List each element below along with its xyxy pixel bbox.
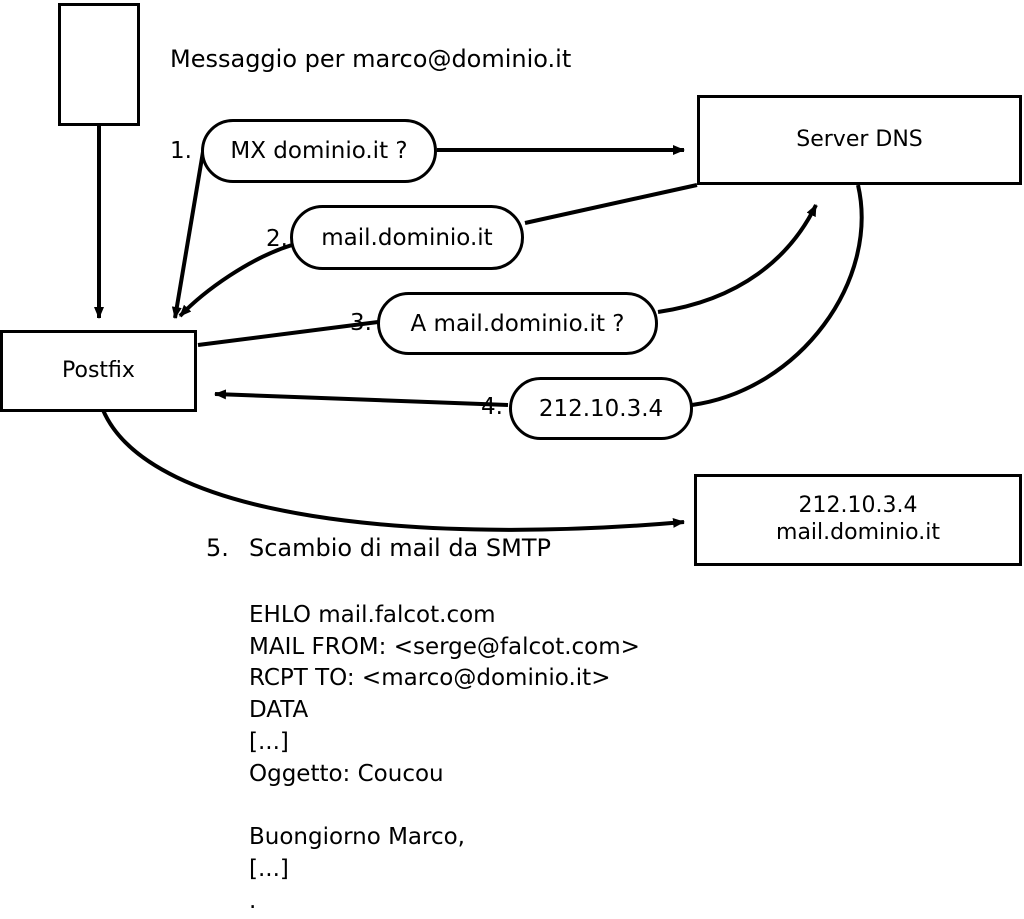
step-4-label: 212.10.3.4 — [538, 395, 664, 422]
step-4-number: 4. — [481, 394, 503, 420]
step-3-bubble — [377, 292, 658, 355]
postfix-label: Postfix — [62, 357, 135, 383]
dns-server-node — [697, 95, 1022, 185]
step-1-label: MX dominio.it ? — [230, 138, 408, 164]
mail-server-ip: 212.10.3.4 — [798, 493, 918, 519]
mail-server-node — [694, 474, 1022, 566]
smtp-transcript: EHLO mail.falcot.com MAIL FROM: <serge@falcot.com> RCPT TO: <marco@dominio.it> DATA [...] Oggetto: Coucou Buongiorno Marco, [...] . — [249, 602, 640, 914]
step-2-bubble — [290, 205, 524, 270]
dns-server-label: Server DNS — [796, 126, 923, 152]
page-title: Messaggio per marco@dominio.it — [170, 45, 572, 73]
step-2-label: mail.dominio.it — [321, 224, 493, 251]
step-1-bubble — [201, 119, 437, 183]
step-4-bubble — [509, 377, 693, 440]
step-5-number: 5. — [206, 534, 229, 562]
step-5-label: Scambio di mail da SMTP — [249, 534, 551, 562]
step-2-number: 2. — [266, 226, 288, 252]
postfix-node — [0, 330, 197, 412]
sender-box — [58, 3, 140, 126]
mail-server-hostname: mail.dominio.it — [776, 520, 940, 545]
step-3-label: A mail.dominio.it ? — [410, 310, 625, 337]
step-3-number: 3. — [350, 310, 372, 336]
step-1-number: 1. — [170, 138, 192, 164]
